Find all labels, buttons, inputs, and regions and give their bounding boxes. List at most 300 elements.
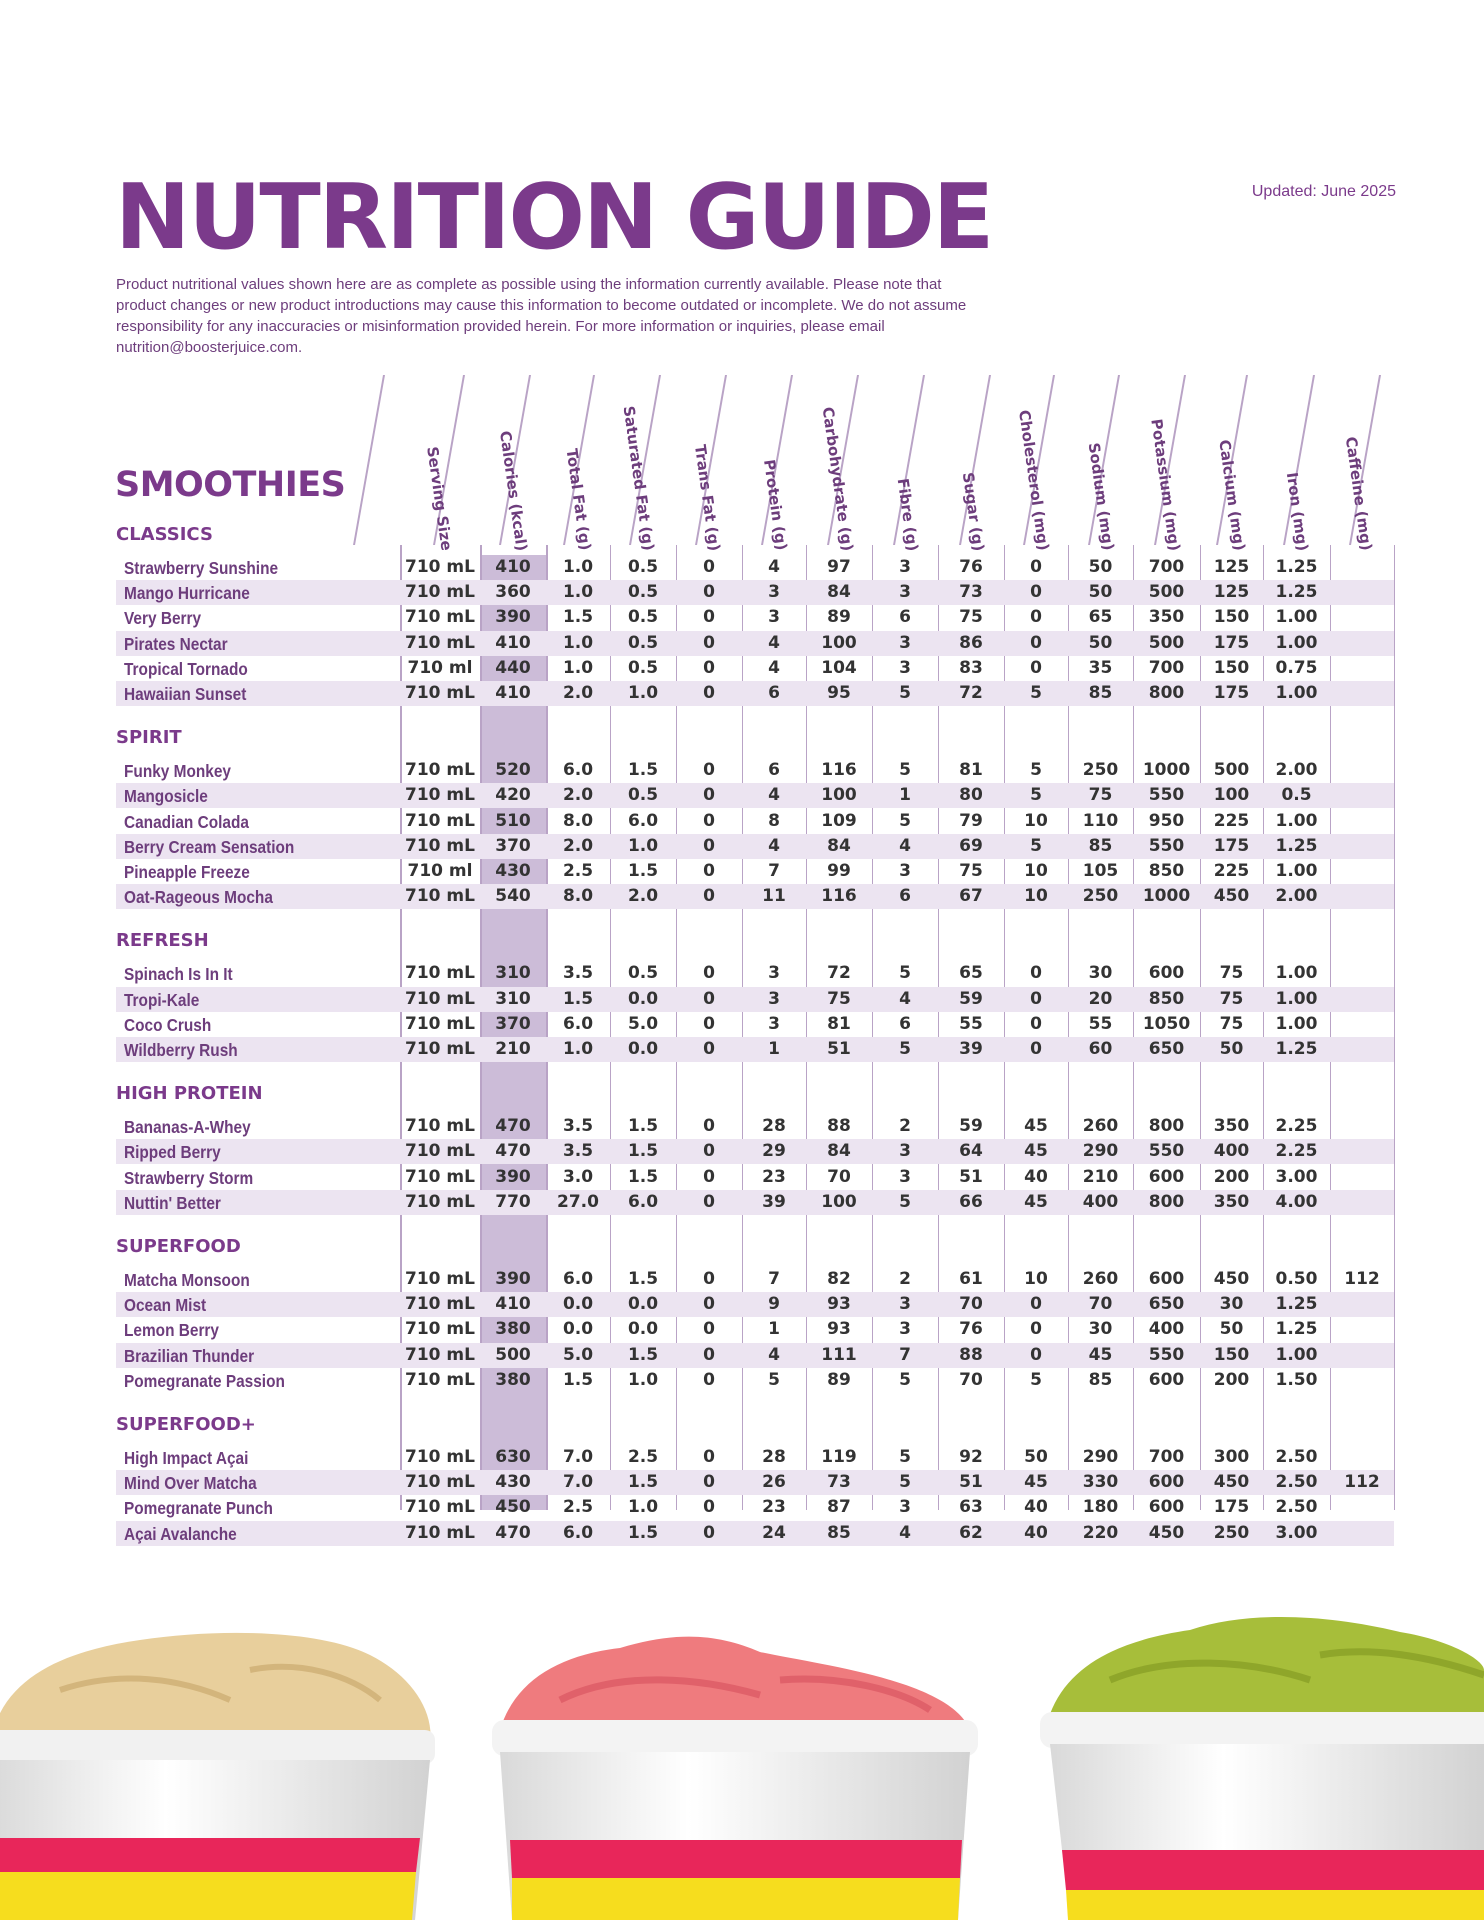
cell-sodium-mg: 60 bbox=[1088, 1039, 1113, 1059]
cell-calories-kcal: 310 bbox=[495, 963, 531, 984]
table-row bbox=[116, 555, 1394, 580]
cell-trans-fat-g: 0 bbox=[703, 1472, 715, 1493]
item-name: High Impact Açai bbox=[124, 1448, 249, 1468]
cell-calories-kcal: 470 bbox=[495, 1522, 531, 1543]
cell-carbohydrate-g: 85 bbox=[827, 1522, 851, 1543]
cell-fibre-g: 5 bbox=[899, 760, 911, 781]
cell-potassium-mg: 550 bbox=[1148, 1344, 1185, 1365]
cell-total-fat-g: 1.0 bbox=[562, 657, 594, 678]
column-header-calories-kcal: Calories (kcal) bbox=[495, 429, 531, 552]
cell-sodium-mg: 70 bbox=[1088, 1294, 1113, 1315]
cell-calories-kcal: 630 bbox=[495, 1447, 531, 1467]
cell-fibre-g: 4 bbox=[899, 988, 911, 1009]
cell-sodium-mg: 260 bbox=[1082, 1269, 1119, 1289]
item-name: Mangosicle bbox=[124, 786, 208, 807]
cell-carbohydrate-g: 100 bbox=[821, 1191, 857, 1212]
cell-trans-fat-g: 0 bbox=[703, 1116, 715, 1137]
cell-iron-mg: 1.25 bbox=[1275, 582, 1318, 603]
item-name: Strawberry Sunshine bbox=[124, 558, 279, 578]
cell-saturated-fat-g: 0.5 bbox=[627, 607, 659, 628]
cell-protein-g: 7 bbox=[768, 1269, 780, 1289]
cell-trans-fat-g: 0 bbox=[703, 607, 715, 628]
cell-sodium-mg: 65 bbox=[1088, 607, 1113, 628]
cell-protein-g: 4 bbox=[768, 557, 780, 577]
cell-carbohydrate-g: 72 bbox=[827, 963, 851, 984]
cell-carbohydrate-g: 116 bbox=[821, 760, 857, 781]
cell-total-fat-g: 6.0 bbox=[562, 1522, 594, 1543]
cell-trans-fat-g: 0 bbox=[703, 1447, 715, 1467]
column-header-fibre-g: Fibre (g) bbox=[893, 476, 922, 552]
cell-calories-kcal: 410 bbox=[495, 557, 531, 577]
cell-cholesterol-mg: 10 bbox=[1024, 1269, 1048, 1289]
cell-calories-kcal: 390 bbox=[495, 1269, 531, 1289]
cell-calories-kcal: 430 bbox=[495, 1472, 531, 1493]
table-row bbox=[116, 987, 1394, 1012]
cell-cholesterol-mg: 0 bbox=[1030, 963, 1042, 984]
cell-carbohydrate-g: 84 bbox=[827, 1141, 851, 1162]
cell-potassium-mg: 950 bbox=[1148, 810, 1185, 831]
cell-iron-mg: 1.00 bbox=[1275, 607, 1318, 628]
cell-carbohydrate-g: 104 bbox=[821, 657, 857, 678]
cell-potassium-mg: 850 bbox=[1148, 861, 1185, 881]
cell-carbohydrate-g: 70 bbox=[827, 1166, 851, 1187]
cell-calcium-mg: 450 bbox=[1213, 1472, 1250, 1493]
cell-calories-kcal: 410 bbox=[495, 1294, 531, 1315]
cell-sugar-g: 51 bbox=[959, 1166, 983, 1187]
cell-protein-g: 24 bbox=[762, 1522, 786, 1543]
cell-potassium-mg: 800 bbox=[1148, 1191, 1185, 1212]
cell-total-fat-g: 1.5 bbox=[562, 1369, 594, 1390]
smoothie-cups-photo bbox=[0, 1560, 1484, 1920]
cell-protein-g: 6 bbox=[768, 760, 780, 781]
column-header-saturated-fat-g: Saturated Fat (g) bbox=[619, 404, 658, 552]
cell-saturated-fat-g: 0.5 bbox=[627, 657, 659, 678]
table-row bbox=[116, 1521, 1394, 1546]
table-row bbox=[116, 1267, 1394, 1292]
cell-cholesterol-mg: 40 bbox=[1024, 1166, 1048, 1187]
cell-cholesterol-mg: 50 bbox=[1024, 1447, 1048, 1467]
cell-iron-mg: 1.25 bbox=[1275, 835, 1318, 856]
cell-protein-g: 4 bbox=[768, 657, 780, 678]
item-name: Açai Avalanche bbox=[124, 1523, 237, 1544]
cell-potassium-mg: 650 bbox=[1148, 1294, 1185, 1315]
cell-sugar-g: 80 bbox=[959, 785, 983, 806]
cell-total-fat-g: 1.0 bbox=[562, 582, 594, 603]
cell-sugar-g: 83 bbox=[959, 657, 983, 678]
item-name: Wildberry Rush bbox=[124, 1040, 238, 1060]
cell-iron-mg: 1.25 bbox=[1275, 1039, 1318, 1059]
column-header-potassium-mg: Potassium (mg) bbox=[1147, 417, 1184, 552]
cell-carbohydrate-g: 89 bbox=[827, 1369, 851, 1390]
cell-sodium-mg: 50 bbox=[1088, 557, 1113, 577]
cell-trans-fat-g: 0 bbox=[703, 1369, 715, 1390]
cell-calories-kcal: 390 bbox=[495, 607, 531, 628]
cell-sugar-g: 55 bbox=[959, 1013, 983, 1034]
cell-trans-fat-g: 0 bbox=[703, 1294, 715, 1315]
cell-iron-mg: 1.00 bbox=[1275, 632, 1318, 653]
cell-fibre-g: 3 bbox=[899, 657, 911, 678]
column-header-sugar-g: Sugar (g) bbox=[958, 470, 988, 552]
table-row bbox=[116, 1114, 1394, 1139]
cell-total-fat-g: 1.5 bbox=[562, 607, 594, 628]
table-row bbox=[116, 783, 1394, 808]
cell-cholesterol-mg: 0 bbox=[1030, 1344, 1042, 1365]
cell-sugar-g: 59 bbox=[959, 1116, 983, 1137]
cell-sugar-g: 73 bbox=[959, 582, 983, 603]
cell-saturated-fat-g: 1.0 bbox=[627, 683, 659, 703]
cell-trans-fat-g: 0 bbox=[703, 1497, 715, 1518]
cell-calcium-mg: 200 bbox=[1213, 1369, 1250, 1390]
cell-fibre-g: 3 bbox=[899, 861, 911, 881]
cell-serving-size: 710 mL bbox=[405, 1319, 475, 1340]
cell-sugar-g: 62 bbox=[959, 1522, 983, 1543]
cell-serving-size: 710 mL bbox=[405, 557, 475, 577]
cell-serving-size: 710 mL bbox=[405, 886, 475, 907]
cell-total-fat-g: 2.0 bbox=[562, 835, 594, 856]
cell-serving-size: 710 mL bbox=[405, 1447, 475, 1467]
cell-calories-kcal: 380 bbox=[495, 1369, 531, 1390]
cell-cholesterol-mg: 10 bbox=[1024, 886, 1048, 907]
cell-carbohydrate-g: 97 bbox=[827, 557, 851, 577]
cell-protein-g: 9 bbox=[768, 1294, 780, 1315]
table-row bbox=[116, 1317, 1394, 1342]
cell-serving-size: 710 mL bbox=[405, 760, 475, 781]
cell-sugar-g: 76 bbox=[959, 557, 983, 577]
cell-trans-fat-g: 0 bbox=[703, 657, 715, 678]
cell-potassium-mg: 550 bbox=[1148, 835, 1185, 856]
cell-iron-mg: 0.50 bbox=[1275, 1269, 1318, 1289]
cell-serving-size: 710 mL bbox=[405, 963, 475, 984]
cell-saturated-fat-g: 0.5 bbox=[627, 582, 659, 603]
cell-fibre-g: 5 bbox=[899, 1447, 911, 1467]
cell-sugar-g: 70 bbox=[959, 1369, 983, 1390]
cell-sodium-mg: 50 bbox=[1088, 582, 1113, 603]
cell-sugar-g: 39 bbox=[959, 1039, 983, 1059]
cell-potassium-mg: 800 bbox=[1148, 1116, 1185, 1137]
cell-calcium-mg: 225 bbox=[1213, 861, 1250, 881]
item-name: Tropi-Kale bbox=[124, 989, 200, 1010]
column-header-calcium-mg: Calcium (mg) bbox=[1215, 438, 1249, 552]
cell-iron-mg: 2.50 bbox=[1275, 1497, 1318, 1518]
cell-calories-kcal: 440 bbox=[495, 657, 531, 678]
cell-protein-g: 1 bbox=[768, 1319, 780, 1340]
cell-iron-mg: 1.00 bbox=[1275, 810, 1318, 831]
cell-saturated-fat-g: 1.5 bbox=[627, 1344, 659, 1365]
item-name: Pomegranate Passion bbox=[124, 1370, 285, 1391]
cell-saturated-fat-g: 1.0 bbox=[627, 1497, 659, 1518]
cell-serving-size: 710 mL bbox=[405, 1294, 475, 1315]
table-row bbox=[116, 631, 1394, 656]
cell-calcium-mg: 175 bbox=[1213, 632, 1250, 653]
cell-trans-fat-g: 0 bbox=[703, 988, 715, 1009]
cell-fibre-g: 3 bbox=[899, 1294, 911, 1315]
item-name: Coco Crush bbox=[124, 1014, 212, 1035]
cell-sodium-mg: 85 bbox=[1088, 1369, 1113, 1390]
cell-saturated-fat-g: 1.5 bbox=[627, 1269, 659, 1289]
cell-sodium-mg: 260 bbox=[1082, 1116, 1119, 1137]
cell-sodium-mg: 250 bbox=[1082, 760, 1119, 781]
cell-protein-g: 26 bbox=[762, 1472, 786, 1493]
cell-carbohydrate-g: 99 bbox=[827, 861, 851, 881]
cell-iron-mg: 2.50 bbox=[1275, 1447, 1318, 1467]
cell-calcium-mg: 200 bbox=[1213, 1166, 1250, 1187]
cell-total-fat-g: 1.0 bbox=[562, 632, 594, 653]
cell-carbohydrate-g: 88 bbox=[827, 1116, 851, 1137]
cell-cholesterol-mg: 0 bbox=[1030, 1013, 1042, 1034]
cell-calcium-mg: 175 bbox=[1213, 835, 1250, 856]
cell-fibre-g: 5 bbox=[899, 683, 911, 703]
cell-total-fat-g: 6.0 bbox=[562, 1269, 594, 1289]
cell-total-fat-g: 1.5 bbox=[562, 988, 594, 1009]
cell-trans-fat-g: 0 bbox=[703, 632, 715, 653]
item-name: Tropical Tornado bbox=[124, 658, 248, 679]
item-name: Bananas-A-Whey bbox=[124, 1117, 251, 1138]
cell-protein-g: 1 bbox=[768, 1039, 780, 1059]
cell-potassium-mg: 1000 bbox=[1142, 760, 1191, 781]
item-name: Pineapple Freeze bbox=[124, 862, 250, 882]
column-header-cholesterol-mg: Cholesterol (mg) bbox=[1015, 409, 1053, 552]
cell-calories-kcal: 470 bbox=[495, 1141, 531, 1162]
cell-sugar-g: 69 bbox=[959, 835, 983, 856]
cell-sugar-g: 79 bbox=[959, 810, 983, 831]
cell-carbohydrate-g: 84 bbox=[827, 835, 851, 856]
cell-serving-size: 710 mL bbox=[405, 1472, 475, 1493]
table-row bbox=[116, 1012, 1394, 1037]
cell-fibre-g: 3 bbox=[899, 582, 911, 603]
cell-calcium-mg: 125 bbox=[1213, 557, 1250, 577]
cell-fibre-g: 5 bbox=[899, 1039, 911, 1059]
cell-trans-fat-g: 0 bbox=[703, 1013, 715, 1034]
cell-fibre-g: 3 bbox=[899, 1166, 911, 1187]
cell-total-fat-g: 6.0 bbox=[562, 1013, 594, 1034]
cell-fibre-g: 3 bbox=[899, 1141, 911, 1162]
cell-iron-mg: 3.00 bbox=[1275, 1166, 1318, 1187]
cell-iron-mg: 2.25 bbox=[1275, 1116, 1318, 1137]
table-row bbox=[116, 681, 1394, 706]
cell-saturated-fat-g: 0.0 bbox=[627, 988, 659, 1009]
cell-calcium-mg: 75 bbox=[1219, 988, 1244, 1009]
table-row bbox=[116, 605, 1394, 630]
cell-trans-fat-g: 0 bbox=[703, 1344, 715, 1365]
table-row bbox=[116, 1139, 1394, 1164]
table-row bbox=[116, 1495, 1394, 1520]
column-header-total-fat-g: Total Fat (g) bbox=[562, 447, 595, 552]
cell-total-fat-g: 7.0 bbox=[562, 1472, 594, 1493]
cell-carbohydrate-g: 87 bbox=[827, 1497, 851, 1518]
column-header-protein-g: Protein (g) bbox=[760, 458, 791, 552]
cell-serving-size: 710 mL bbox=[405, 582, 475, 603]
cell-trans-fat-g: 0 bbox=[703, 861, 715, 881]
cell-carbohydrate-g: 89 bbox=[827, 607, 851, 628]
cell-calories-kcal: 770 bbox=[495, 1191, 531, 1212]
cell-saturated-fat-g: 1.5 bbox=[627, 861, 659, 881]
cell-calories-kcal: 380 bbox=[495, 1319, 531, 1340]
cell-cholesterol-mg: 45 bbox=[1024, 1191, 1048, 1212]
cell-saturated-fat-g: 0.5 bbox=[627, 785, 659, 806]
cell-fibre-g: 5 bbox=[899, 1191, 911, 1212]
item-name: Nuttin' Better bbox=[124, 1192, 221, 1213]
item-name: Funky Monkey bbox=[124, 761, 231, 782]
cell-sodium-mg: 20 bbox=[1088, 988, 1113, 1009]
cell-calories-kcal: 520 bbox=[495, 760, 531, 781]
cell-sodium-mg: 30 bbox=[1088, 1319, 1113, 1340]
cell-cholesterol-mg: 45 bbox=[1024, 1116, 1048, 1137]
cell-iron-mg: 1.25 bbox=[1275, 557, 1318, 577]
cell-total-fat-g: 2.5 bbox=[562, 861, 594, 881]
cell-iron-mg: 4.00 bbox=[1275, 1191, 1318, 1212]
table-row bbox=[116, 1037, 1394, 1062]
cell-carbohydrate-g: 93 bbox=[827, 1319, 851, 1340]
cell-iron-mg: 2.25 bbox=[1275, 1141, 1318, 1162]
cell-saturated-fat-g: 1.0 bbox=[627, 835, 659, 856]
cell-saturated-fat-g: 0.5 bbox=[627, 557, 659, 577]
cell-sodium-mg: 290 bbox=[1082, 1447, 1119, 1467]
cell-total-fat-g: 2.0 bbox=[562, 785, 594, 806]
cell-sugar-g: 67 bbox=[959, 886, 983, 907]
cell-potassium-mg: 600 bbox=[1148, 1472, 1185, 1493]
table-row bbox=[116, 1343, 1394, 1368]
cell-trans-fat-g: 0 bbox=[703, 785, 715, 806]
cell-total-fat-g: 7.0 bbox=[562, 1447, 594, 1467]
cell-serving-size: 710 mL bbox=[405, 1369, 475, 1390]
cell-trans-fat-g: 0 bbox=[703, 1522, 715, 1543]
cell-carbohydrate-g: 119 bbox=[821, 1447, 857, 1467]
cell-iron-mg: 2.50 bbox=[1275, 1472, 1318, 1493]
cell-cholesterol-mg: 0 bbox=[1030, 1294, 1042, 1315]
cell-saturated-fat-g: 2.5 bbox=[627, 1447, 659, 1467]
cell-iron-mg: 1.00 bbox=[1275, 861, 1318, 881]
cell-saturated-fat-g: 1.0 bbox=[627, 1369, 659, 1390]
cell-calories-kcal: 420 bbox=[495, 785, 531, 806]
cell-carbohydrate-g: 111 bbox=[821, 1344, 857, 1365]
cell-calcium-mg: 175 bbox=[1213, 683, 1250, 703]
cell-sugar-g: 59 bbox=[959, 988, 983, 1009]
cell-calcium-mg: 30 bbox=[1219, 1294, 1244, 1315]
cell-sodium-mg: 75 bbox=[1088, 785, 1113, 806]
cell-calcium-mg: 350 bbox=[1213, 1116, 1250, 1137]
cell-calcium-mg: 150 bbox=[1213, 657, 1250, 678]
cell-sodium-mg: 45 bbox=[1088, 1344, 1113, 1365]
cell-sodium-mg: 110 bbox=[1082, 810, 1119, 831]
cell-calcium-mg: 225 bbox=[1213, 810, 1250, 831]
column-header-carbohydrate-g: Carbohydrate (g) bbox=[818, 405, 857, 552]
cell-total-fat-g: 5.0 bbox=[562, 1344, 594, 1365]
cell-cholesterol-mg: 5 bbox=[1030, 760, 1042, 781]
cell-sodium-mg: 105 bbox=[1082, 861, 1119, 881]
cell-protein-g: 8 bbox=[768, 810, 780, 831]
item-name: Lemon Berry bbox=[124, 1320, 219, 1341]
cell-fibre-g: 7 bbox=[899, 1344, 911, 1365]
cell-total-fat-g: 2.5 bbox=[562, 1497, 594, 1518]
cell-serving-size: 710 ml bbox=[407, 657, 473, 678]
cell-sodium-mg: 400 bbox=[1082, 1191, 1119, 1212]
cell-iron-mg: 1.50 bbox=[1275, 1369, 1318, 1390]
item-name: Spinach Is In It bbox=[124, 964, 233, 985]
cell-protein-g: 3 bbox=[768, 963, 780, 984]
cell-total-fat-g: 0.0 bbox=[562, 1294, 594, 1315]
cell-fibre-g: 2 bbox=[899, 1269, 911, 1289]
cell-serving-size: 710 mL bbox=[405, 988, 475, 1009]
cell-calories-kcal: 410 bbox=[495, 683, 531, 703]
item-name: Pirates Nectar bbox=[124, 633, 228, 654]
cell-saturated-fat-g: 1.5 bbox=[627, 1472, 659, 1493]
cell-potassium-mg: 400 bbox=[1148, 1319, 1185, 1340]
cell-potassium-mg: 600 bbox=[1148, 1369, 1185, 1390]
cell-sugar-g: 70 bbox=[959, 1294, 983, 1315]
cell-serving-size: 710 mL bbox=[405, 1344, 475, 1365]
cell-saturated-fat-g: 0.5 bbox=[627, 963, 659, 984]
cell-cholesterol-mg: 0 bbox=[1030, 557, 1042, 577]
cell-sodium-mg: 85 bbox=[1088, 683, 1113, 703]
table-row bbox=[116, 1445, 1394, 1470]
cell-fibre-g: 1 bbox=[899, 785, 911, 806]
cell-sodium-mg: 250 bbox=[1082, 886, 1119, 907]
cell-cholesterol-mg: 0 bbox=[1030, 1039, 1042, 1059]
cell-carbohydrate-g: 82 bbox=[827, 1269, 851, 1289]
cell-iron-mg: 1.00 bbox=[1275, 683, 1318, 703]
cell-iron-mg: 1.00 bbox=[1275, 988, 1318, 1009]
cell-carbohydrate-g: 100 bbox=[821, 785, 857, 806]
cell-cholesterol-mg: 0 bbox=[1030, 988, 1042, 1009]
cell-potassium-mg: 700 bbox=[1148, 657, 1185, 678]
cell-sugar-g: 63 bbox=[959, 1497, 983, 1518]
cell-cholesterol-mg: 0 bbox=[1030, 657, 1042, 678]
cell-fibre-g: 5 bbox=[899, 1472, 911, 1493]
cell-protein-g: 29 bbox=[762, 1141, 786, 1162]
cell-cholesterol-mg: 5 bbox=[1030, 683, 1042, 703]
cell-saturated-fat-g: 5.0 bbox=[627, 1013, 659, 1034]
cell-serving-size: 710 mL bbox=[405, 1497, 475, 1518]
cell-carbohydrate-g: 73 bbox=[827, 1472, 851, 1493]
column-header-serving-size: Serving Size bbox=[423, 445, 456, 552]
cell-carbohydrate-g: 75 bbox=[827, 988, 851, 1009]
cell-protein-g: 23 bbox=[762, 1497, 786, 1518]
cell-sodium-mg: 35 bbox=[1088, 657, 1113, 678]
cell-cholesterol-mg: 45 bbox=[1024, 1141, 1048, 1162]
cell-fibre-g: 5 bbox=[899, 810, 911, 831]
cell-saturated-fat-g: 0.0 bbox=[627, 1294, 659, 1315]
cell-calcium-mg: 50 bbox=[1219, 1319, 1244, 1340]
cell-total-fat-g: 1.0 bbox=[562, 1039, 594, 1059]
cell-calories-kcal: 450 bbox=[495, 1497, 531, 1518]
cell-calcium-mg: 75 bbox=[1219, 1013, 1244, 1034]
cell-caffeine-mg: 112 bbox=[1344, 1269, 1380, 1289]
cell-cholesterol-mg: 0 bbox=[1030, 607, 1042, 628]
column-header-sodium-mg: Sodium (mg) bbox=[1084, 441, 1118, 552]
cell-saturated-fat-g: 1.5 bbox=[627, 1116, 659, 1137]
cell-cholesterol-mg: 45 bbox=[1024, 1472, 1048, 1493]
cell-cholesterol-mg: 40 bbox=[1024, 1497, 1048, 1518]
item-name: Mango Hurricane bbox=[124, 583, 250, 604]
cell-sodium-mg: 85 bbox=[1088, 835, 1113, 856]
cell-trans-fat-g: 0 bbox=[703, 1166, 715, 1187]
category-spirit: SPIRIT bbox=[116, 727, 182, 749]
cell-serving-size: 710 ml bbox=[407, 861, 473, 881]
cell-serving-size: 710 mL bbox=[405, 1191, 475, 1212]
cell-potassium-mg: 600 bbox=[1148, 963, 1185, 984]
cell-potassium-mg: 550 bbox=[1148, 785, 1185, 806]
cell-total-fat-g: 6.0 bbox=[562, 760, 594, 781]
cell-serving-size: 710 mL bbox=[405, 1166, 475, 1187]
cell-calories-kcal: 470 bbox=[495, 1116, 531, 1137]
cell-calcium-mg: 300 bbox=[1213, 1447, 1250, 1467]
table-row bbox=[116, 1470, 1394, 1495]
cell-fibre-g: 4 bbox=[899, 835, 911, 856]
cell-potassium-mg: 600 bbox=[1148, 1497, 1185, 1518]
cell-calories-kcal: 540 bbox=[495, 886, 531, 907]
cell-calcium-mg: 150 bbox=[1213, 607, 1250, 628]
cell-trans-fat-g: 0 bbox=[703, 1269, 715, 1289]
